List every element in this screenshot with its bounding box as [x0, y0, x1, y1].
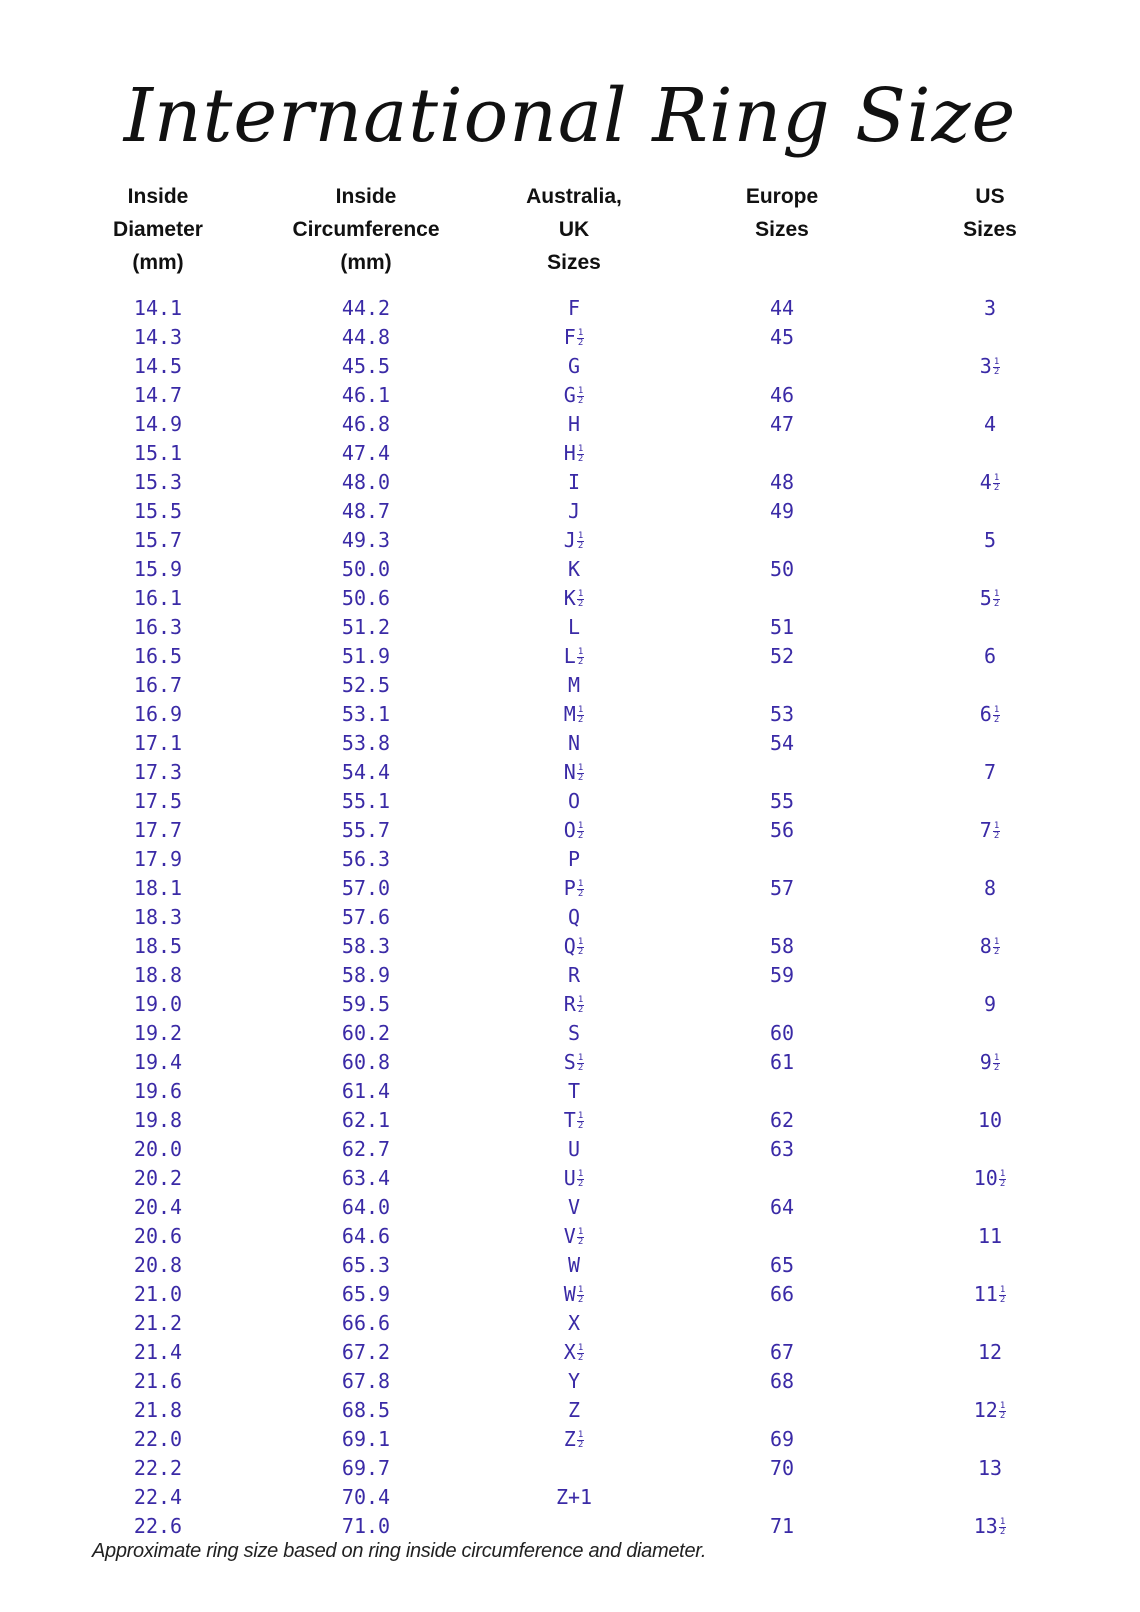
cell-inside-diameter: 19.8 — [133, 1108, 183, 1132]
cell-inside-diameter: 22.6 — [133, 1514, 183, 1538]
cell-europe-size: 53 — [769, 702, 795, 726]
cell-inside-circumference: 64.0 — [341, 1195, 391, 1219]
cell-au-uk-size: L $\frac{1}{2}$ — [563, 644, 584, 668]
cell-inside-diameter: 19.6 — [133, 1079, 183, 1103]
cell-inside-diameter: 15.5 — [133, 499, 183, 523]
cell-inside-circumference: 51.9 — [341, 644, 391, 668]
cell-inside-diameter: 20.4 — [133, 1195, 183, 1219]
cell-inside-diameter: 20.6 — [133, 1224, 183, 1248]
cell-inside-diameter: 21.8 — [133, 1398, 183, 1422]
cell-inside-circumference: 50.6 — [341, 586, 391, 610]
cell-au-uk-size: O — [567, 789, 581, 813]
table-row — [0, 1106, 1140, 1135]
cell-au-uk-size: U $\frac{1}{2}$ — [563, 1166, 584, 1190]
table-row — [0, 700, 1140, 729]
cell-au-uk-size: Z+1 — [555, 1485, 593, 1509]
cell-inside-circumference: 58.9 — [341, 963, 391, 987]
cell-us-size: 11 $\frac{1}{2}$ — [973, 1282, 1006, 1306]
cell-us-size: 13 $\frac{1}{2}$ — [973, 1514, 1006, 1538]
table-row — [0, 1367, 1140, 1396]
table-row — [0, 1164, 1140, 1193]
cell-us-size: 5 $\frac{1}{2}$ — [979, 586, 1000, 610]
cell-inside-circumference: 55.1 — [341, 789, 391, 813]
table-row — [0, 381, 1140, 410]
table-header — [0, 180, 1140, 280]
cell-inside-circumference: 67.2 — [341, 1340, 391, 1364]
cell-au-uk-size: X $\frac{1}{2}$ — [563, 1340, 584, 1364]
cell-au-uk-size: V $\frac{1}{2}$ — [563, 1224, 584, 1248]
cell-au-uk-size: K $\frac{1}{2}$ — [563, 586, 584, 610]
cell-inside-circumference: 70.4 — [341, 1485, 391, 1509]
cell-inside-diameter: 16.1 — [133, 586, 183, 610]
cell-au-uk-size: G $\frac{1}{2}$ — [563, 383, 584, 407]
table-row — [0, 990, 1140, 1019]
cell-au-uk-size: R — [567, 963, 581, 987]
cell-europe-size: 54 — [769, 731, 795, 755]
cell-us-size: 12 $\frac{1}{2}$ — [973, 1398, 1006, 1422]
cell-au-uk-size: Y — [567, 1369, 581, 1393]
cell-inside-circumference: 60.2 — [341, 1021, 391, 1045]
table-row — [0, 642, 1140, 671]
cell-au-uk-size: L — [567, 615, 581, 639]
table-row — [0, 1048, 1140, 1077]
table-row — [0, 352, 1140, 381]
header-australia-uk-sizes: Australia, UK Sizes — [526, 185, 622, 274]
cell-inside-circumference: 52.5 — [341, 673, 391, 697]
cell-inside-diameter: 19.0 — [133, 992, 183, 1016]
cell-us-size: 10 $\frac{1}{2}$ — [973, 1166, 1006, 1190]
cell-inside-circumference: 66.6 — [341, 1311, 391, 1335]
header-inside-diameter: Inside Diameter (mm) — [113, 185, 203, 274]
cell-inside-circumference: 47.4 — [341, 441, 391, 465]
cell-inside-circumference: 67.8 — [341, 1369, 391, 1393]
cell-au-uk-size: V — [567, 1195, 581, 1219]
cell-europe-size: 69 — [769, 1427, 795, 1451]
cell-au-uk-size: U — [567, 1137, 581, 1161]
cell-us-size: 11 — [977, 1224, 1003, 1248]
cell-au-uk-size: H $\frac{1}{2}$ — [563, 441, 584, 465]
cell-inside-circumference: 65.3 — [341, 1253, 391, 1277]
cell-inside-diameter: 22.4 — [133, 1485, 183, 1509]
header-europe-sizes: Europe Sizes — [745, 185, 819, 241]
cell-europe-size: 52 — [769, 644, 795, 668]
table-row — [0, 1251, 1140, 1280]
cell-europe-size: 63 — [769, 1137, 795, 1161]
table-row — [0, 323, 1140, 352]
cell-inside-circumference: 60.8 — [341, 1050, 391, 1074]
cell-inside-circumference: 59.5 — [341, 992, 391, 1016]
cell-inside-diameter: 22.0 — [133, 1427, 183, 1451]
cell-au-uk-size: S — [567, 1021, 581, 1045]
cell-au-uk-size: J — [567, 499, 581, 523]
cell-inside-circumference: 50.0 — [341, 557, 391, 581]
cell-au-uk-size: H — [567, 412, 581, 436]
table-row — [0, 787, 1140, 816]
cell-au-uk-size: P — [567, 847, 581, 871]
cell-inside-diameter: 15.1 — [133, 441, 183, 465]
cell-inside-diameter: 19.4 — [133, 1050, 183, 1074]
cell-inside-diameter: 21.0 — [133, 1282, 183, 1306]
table-row — [0, 1338, 1140, 1367]
cell-inside-circumference: 44.8 — [341, 325, 391, 349]
cell-au-uk-size: F — [567, 296, 581, 320]
table-row — [0, 1280, 1140, 1309]
cell-us-size: 7 — [983, 760, 997, 784]
cell-inside-circumference: 62.7 — [341, 1137, 391, 1161]
table-row — [0, 1425, 1140, 1454]
cell-europe-size: 65 — [769, 1253, 795, 1277]
cell-us-size: 3 — [983, 296, 997, 320]
cell-au-uk-size: R $\frac{1}{2}$ — [563, 992, 584, 1016]
cell-inside-diameter: 20.2 — [133, 1166, 183, 1190]
table-row — [0, 932, 1140, 961]
cell-europe-size: 57 — [769, 876, 795, 900]
cell-europe-size: 67 — [769, 1340, 795, 1364]
table-row — [0, 1483, 1140, 1512]
cell-inside-diameter: 18.5 — [133, 934, 183, 958]
table-row — [0, 410, 1140, 439]
cell-europe-size: 55 — [769, 789, 795, 813]
cell-inside-circumference: 48.0 — [341, 470, 391, 494]
cell-au-uk-size: I — [567, 470, 581, 494]
cell-inside-diameter: 16.7 — [133, 673, 183, 697]
cell-europe-size: 44 — [769, 296, 795, 320]
cell-au-uk-size: Q $\frac{1}{2}$ — [563, 934, 584, 958]
cell-europe-size: 45 — [769, 325, 795, 349]
table-row — [0, 845, 1140, 874]
cell-inside-circumference: 49.3 — [341, 528, 391, 552]
cell-us-size: 4 — [983, 412, 997, 436]
cell-europe-size: 61 — [769, 1050, 795, 1074]
cell-europe-size: 56 — [769, 818, 795, 842]
cell-us-size: 9 — [983, 992, 997, 1016]
cell-inside-circumference: 48.7 — [341, 499, 391, 523]
footnote: Approximate ring size based on ring inside circumference and diameter. — [92, 1540, 707, 1562]
table-row — [0, 497, 1140, 526]
cell-inside-diameter: 16.5 — [133, 644, 183, 668]
header-us-sizes: US Sizes — [963, 185, 1017, 241]
table-row — [0, 1193, 1140, 1222]
table-row — [0, 613, 1140, 642]
cell-europe-size: 58 — [769, 934, 795, 958]
cell-inside-circumference: 71.0 — [341, 1514, 391, 1538]
page-title: International Ring Size — [123, 73, 1017, 159]
cell-inside-diameter: 17.5 — [133, 789, 183, 813]
cell-inside-circumference: 69.1 — [341, 1427, 391, 1451]
cell-inside-circumference: 44.2 — [341, 296, 391, 320]
cell-inside-diameter: 20.0 — [133, 1137, 183, 1161]
table-row — [0, 468, 1140, 497]
table-row — [0, 1019, 1140, 1048]
table-row — [0, 584, 1140, 613]
ring-size-table — [0, 294, 1140, 1541]
cell-au-uk-size: G — [567, 354, 581, 378]
cell-us-size: 5 — [983, 528, 997, 552]
cell-au-uk-size: X — [567, 1311, 581, 1335]
cell-inside-circumference: 54.4 — [341, 760, 391, 784]
cell-inside-circumference: 64.6 — [341, 1224, 391, 1248]
cell-au-uk-size: O $\frac{1}{2}$ — [563, 818, 584, 842]
cell-inside-circumference: 46.8 — [341, 412, 391, 436]
cell-inside-diameter: 14.1 — [133, 296, 183, 320]
cell-europe-size: 71 — [769, 1514, 795, 1538]
cell-inside-circumference: 45.5 — [341, 354, 391, 378]
cell-inside-circumference: 61.4 — [341, 1079, 391, 1103]
table-row — [0, 903, 1140, 932]
cell-inside-circumference: 46.1 — [341, 383, 391, 407]
cell-europe-size: 46 — [769, 383, 795, 407]
table-row — [0, 874, 1140, 903]
cell-au-uk-size: T $\frac{1}{2}$ — [563, 1108, 584, 1132]
cell-europe-size: 64 — [769, 1195, 795, 1219]
cell-europe-size: 49 — [769, 499, 795, 523]
header-inside-circumference: Inside Circumference (mm) — [292, 185, 440, 274]
cell-europe-size: 51 — [769, 615, 795, 639]
cell-europe-size: 66 — [769, 1282, 795, 1306]
cell-inside-diameter: 15.7 — [133, 528, 183, 552]
table-row — [0, 758, 1140, 787]
cell-us-size: 10 — [977, 1108, 1003, 1132]
cell-inside-circumference: 51.2 — [341, 615, 391, 639]
cell-europe-size: 62 — [769, 1108, 795, 1132]
cell-us-size: 3 $\frac{1}{2}$ — [979, 354, 1000, 378]
cell-au-uk-size: M — [567, 673, 581, 697]
cell-inside-diameter: 19.2 — [133, 1021, 183, 1045]
table-row — [0, 555, 1140, 584]
cell-inside-circumference: 53.8 — [341, 731, 391, 755]
cell-inside-circumference: 63.4 — [341, 1166, 391, 1190]
table-row — [0, 294, 1140, 323]
cell-au-uk-size: N — [567, 731, 581, 755]
cell-au-uk-size: J $\frac{1}{2}$ — [563, 528, 584, 552]
cell-inside-circumference: 57.0 — [341, 876, 391, 900]
table-row — [0, 1454, 1140, 1483]
cell-europe-size: 48 — [769, 470, 795, 494]
cell-inside-circumference: 57.6 — [341, 905, 391, 929]
cell-inside-diameter: 14.3 — [133, 325, 183, 349]
cell-au-uk-size: K — [567, 557, 581, 581]
table-row — [0, 1077, 1140, 1106]
cell-inside-diameter: 15.3 — [133, 470, 183, 494]
cell-europe-size: 50 — [769, 557, 795, 581]
cell-au-uk-size: W — [567, 1253, 581, 1277]
cell-inside-diameter: 21.2 — [133, 1311, 183, 1335]
cell-inside-circumference: 55.7 — [341, 818, 391, 842]
cell-inside-circumference: 53.1 — [341, 702, 391, 726]
cell-inside-diameter: 17.3 — [133, 760, 183, 784]
cell-inside-diameter: 21.6 — [133, 1369, 183, 1393]
cell-europe-size: 68 — [769, 1369, 795, 1393]
cell-inside-diameter: 21.4 — [133, 1340, 183, 1364]
cell-inside-diameter: 18.3 — [133, 905, 183, 929]
cell-us-size: 6 — [983, 644, 997, 668]
cell-au-uk-size: F $\frac{1}{2}$ — [563, 325, 584, 349]
cell-inside-diameter: 15.9 — [133, 557, 183, 581]
table-row — [0, 1309, 1140, 1338]
cell-us-size: 6 $\frac{1}{2}$ — [979, 702, 1000, 726]
cell-inside-circumference: 68.5 — [341, 1398, 391, 1422]
cell-au-uk-size: P $\frac{1}{2}$ — [563, 876, 584, 900]
cell-inside-diameter: 14.5 — [133, 354, 183, 378]
cell-au-uk-size: W $\frac{1}{2}$ — [563, 1282, 584, 1306]
cell-inside-diameter: 17.1 — [133, 731, 183, 755]
cell-inside-diameter: 16.9 — [133, 702, 183, 726]
cell-inside-diameter: 14.7 — [133, 383, 183, 407]
cell-us-size: 7 $\frac{1}{2}$ — [979, 818, 1000, 842]
cell-inside-circumference: 58.3 — [341, 934, 391, 958]
cell-au-uk-size: T — [567, 1079, 581, 1103]
cell-inside-circumference: 69.7 — [341, 1456, 391, 1480]
table-row — [0, 439, 1140, 468]
table-row — [0, 1222, 1140, 1251]
cell-inside-circumference: 65.9 — [341, 1282, 391, 1306]
cell-au-uk-size: N $\frac{1}{2}$ — [563, 760, 584, 784]
table-row — [0, 961, 1140, 990]
cell-inside-diameter: 17.7 — [133, 818, 183, 842]
table-row — [0, 1396, 1140, 1425]
cell-inside-diameter: 17.9 — [133, 847, 183, 871]
cell-au-uk-size: S $\frac{1}{2}$ — [563, 1050, 584, 1074]
cell-europe-size: 47 — [769, 412, 795, 436]
cell-au-uk-size: Z — [567, 1398, 581, 1422]
table-row — [0, 526, 1140, 555]
cell-us-size: 12 — [977, 1340, 1003, 1364]
cell-au-uk-size: Q — [567, 905, 581, 929]
cell-au-uk-size: Z $\frac{1}{2}$ — [563, 1427, 584, 1451]
table-row — [0, 1135, 1140, 1164]
table-row — [0, 729, 1140, 758]
cell-inside-diameter: 16.3 — [133, 615, 183, 639]
table-row — [0, 671, 1140, 700]
cell-europe-size: 59 — [769, 963, 795, 987]
cell-us-size: 13 — [977, 1456, 1003, 1480]
cell-inside-diameter: 14.9 — [133, 412, 183, 436]
cell-inside-diameter: 18.1 — [133, 876, 183, 900]
cell-inside-circumference: 56.3 — [341, 847, 391, 871]
cell-inside-diameter: 18.8 — [133, 963, 183, 987]
cell-europe-size: 60 — [769, 1021, 795, 1045]
table-row — [0, 816, 1140, 845]
cell-au-uk-size: M $\frac{1}{2}$ — [563, 702, 584, 726]
cell-inside-circumference: 62.1 — [341, 1108, 391, 1132]
cell-us-size: 9 $\frac{1}{2}$ — [979, 1050, 1000, 1074]
cell-europe-size: 70 — [769, 1456, 795, 1480]
cell-inside-diameter: 22.2 — [133, 1456, 183, 1480]
cell-us-size: 4 $\frac{1}{2}$ — [979, 470, 1000, 494]
cell-us-size: 8 $\frac{1}{2}$ — [979, 934, 1000, 958]
cell-inside-diameter: 20.8 — [133, 1253, 183, 1277]
cell-us-size: 8 — [983, 876, 997, 900]
